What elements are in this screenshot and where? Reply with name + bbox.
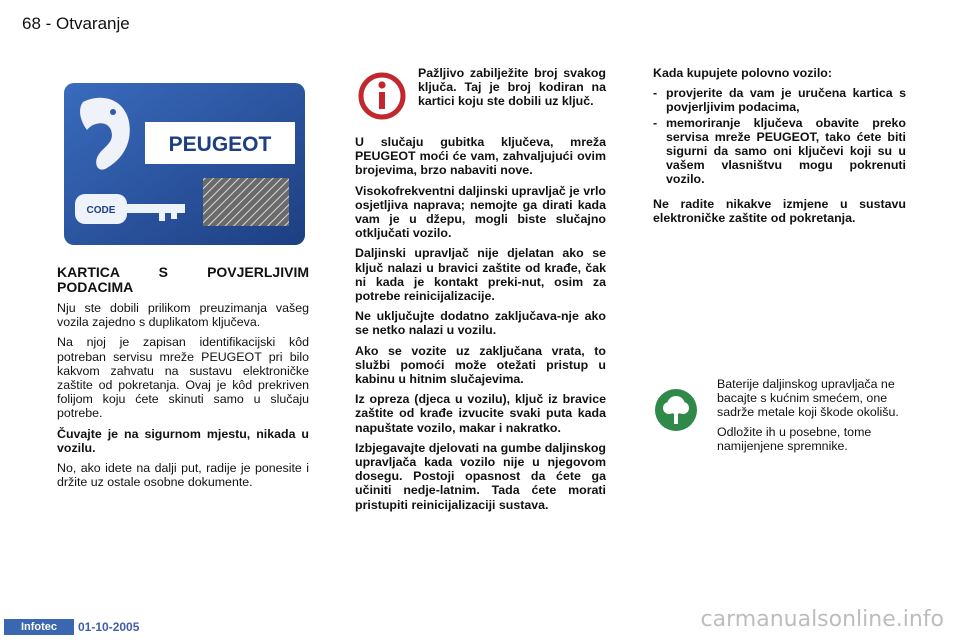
infotec-logo: Infotec — [4, 619, 74, 635]
page-number: 68 — [22, 14, 41, 33]
confidential-card-image — [63, 82, 306, 246]
used-vehicle-section — [653, 66, 906, 231]
paragraph: Baterije daljinskog upravljača ne bacajte s kućnim smećem, one sadrže metale koji škode okolišu. — [717, 377, 899, 420]
info-icon — [358, 72, 406, 120]
paragraph: Visokofrekventni daljinski upravljač je vrlo osjetljiva naprava; nemojte ga dirati kada vam je u džepu, mogli biste slučajno otključati vozilo. — [355, 183, 606, 241]
paragraph: Daljinski upravljač nije djelatan ako se ključ nalazi u bravici zaštite od krađe, čak ni kada je kontakt preki-nut, osim za potrebe reinicijalizacije. — [355, 246, 606, 304]
footer-date: 01-10-2005 — [78, 620, 140, 634]
paragraph-bold: Čuvajte je na sigurnom mjestu, nikada u vozilu. — [57, 426, 309, 455]
watermark: carmanualsonline.info — [700, 607, 944, 632]
list-item: - memoriranje ključeva obavite preko servisa mreže PEUGEOT, tako ćete biti sigurni da samo oni ključevi koji su u vašem vlasništvu mogu pokrenuti vozilo. — [653, 116, 906, 187]
paragraph: Ako se vozite uz zaključana vrata, to službi pomoći može otežati pristup u kabinu u hitnim slučajevima. — [355, 343, 606, 387]
paragraph: No, ako idete na dalji put, radije je ponesite i držite uz ostale osobne dokumente. — [57, 461, 309, 490]
list-item: - provjerite da vam je uručena kartica s povjerljivim podacima, — [653, 86, 906, 114]
battery-disposal-note — [717, 377, 907, 458]
paragraph: Iz opreza (djeca u vozilu), ključ iz bravice zaštite od krađe izvucite svaki puta kada napuštate vozilo, makar i nakratko. — [355, 392, 606, 435]
page-header — [22, 14, 130, 34]
paragraph: Odložite ih u posebne, tome namijenjene spremnike. — [717, 424, 872, 453]
page-title: Otvaranje — [56, 14, 130, 33]
paragraph-bold: Ne radite nikakve izmjene u sustavu elektroničke zaštite od pokretanja. — [653, 196, 906, 225]
key-number-note: Pažljivo zabilježite broj svakog ključa. Taj je broj kodiran na kartici koju ste dobili uz ključ. — [418, 66, 606, 109]
tree-icon — [652, 386, 700, 434]
remote-control-warnings — [355, 135, 606, 518]
header-separator: - — [40, 14, 57, 33]
paragraph: Ne uključujte dodatno zaključava-nje ako se netko nalazi u vozilu. — [355, 309, 606, 338]
used-vehicle-list — [653, 86, 906, 186]
card-brand: PEUGEOT — [168, 133, 272, 156]
paragraph: Nju ste dobili prilikom preuzimanja vašeg vozila zajedno s duplikatom ključeva. — [57, 301, 309, 330]
paragraph: Na njoj je zapisan identifikacijski kôd potreban servisu mreže PEUGEOT pri bilo kakvom zahvatu na sustavu elektroničke zaštite od pokretanja. Ovaj je kôd prekriven folijom koju ćete skinuti samo u slučaju potrebe. — [57, 335, 309, 421]
paragraph: U slučaju gubitka ključeva, mreža PEUGEOT moći će vam, zahvaljujući ovim brojevima, brzo nabaviti nove. — [355, 135, 606, 178]
card-code-label: CODE — [86, 205, 116, 216]
paragraph: Izbjegavajte djelovati na gumbe daljinskog upravljača kada vozilo nije u njegovom dosegu. Postoji opasnost da ćete ga učiniti nedje-latnim. Tada ćete morati pristupiti reinicijalizaciji sustava. — [355, 440, 606, 512]
section-heading: KARTICA S POVJERLJIVIM PODACIMA — [57, 264, 309, 295]
section-heading: Kada kupujete polovno vozilo: — [653, 66, 832, 80]
confidential-card-section — [57, 265, 309, 495]
